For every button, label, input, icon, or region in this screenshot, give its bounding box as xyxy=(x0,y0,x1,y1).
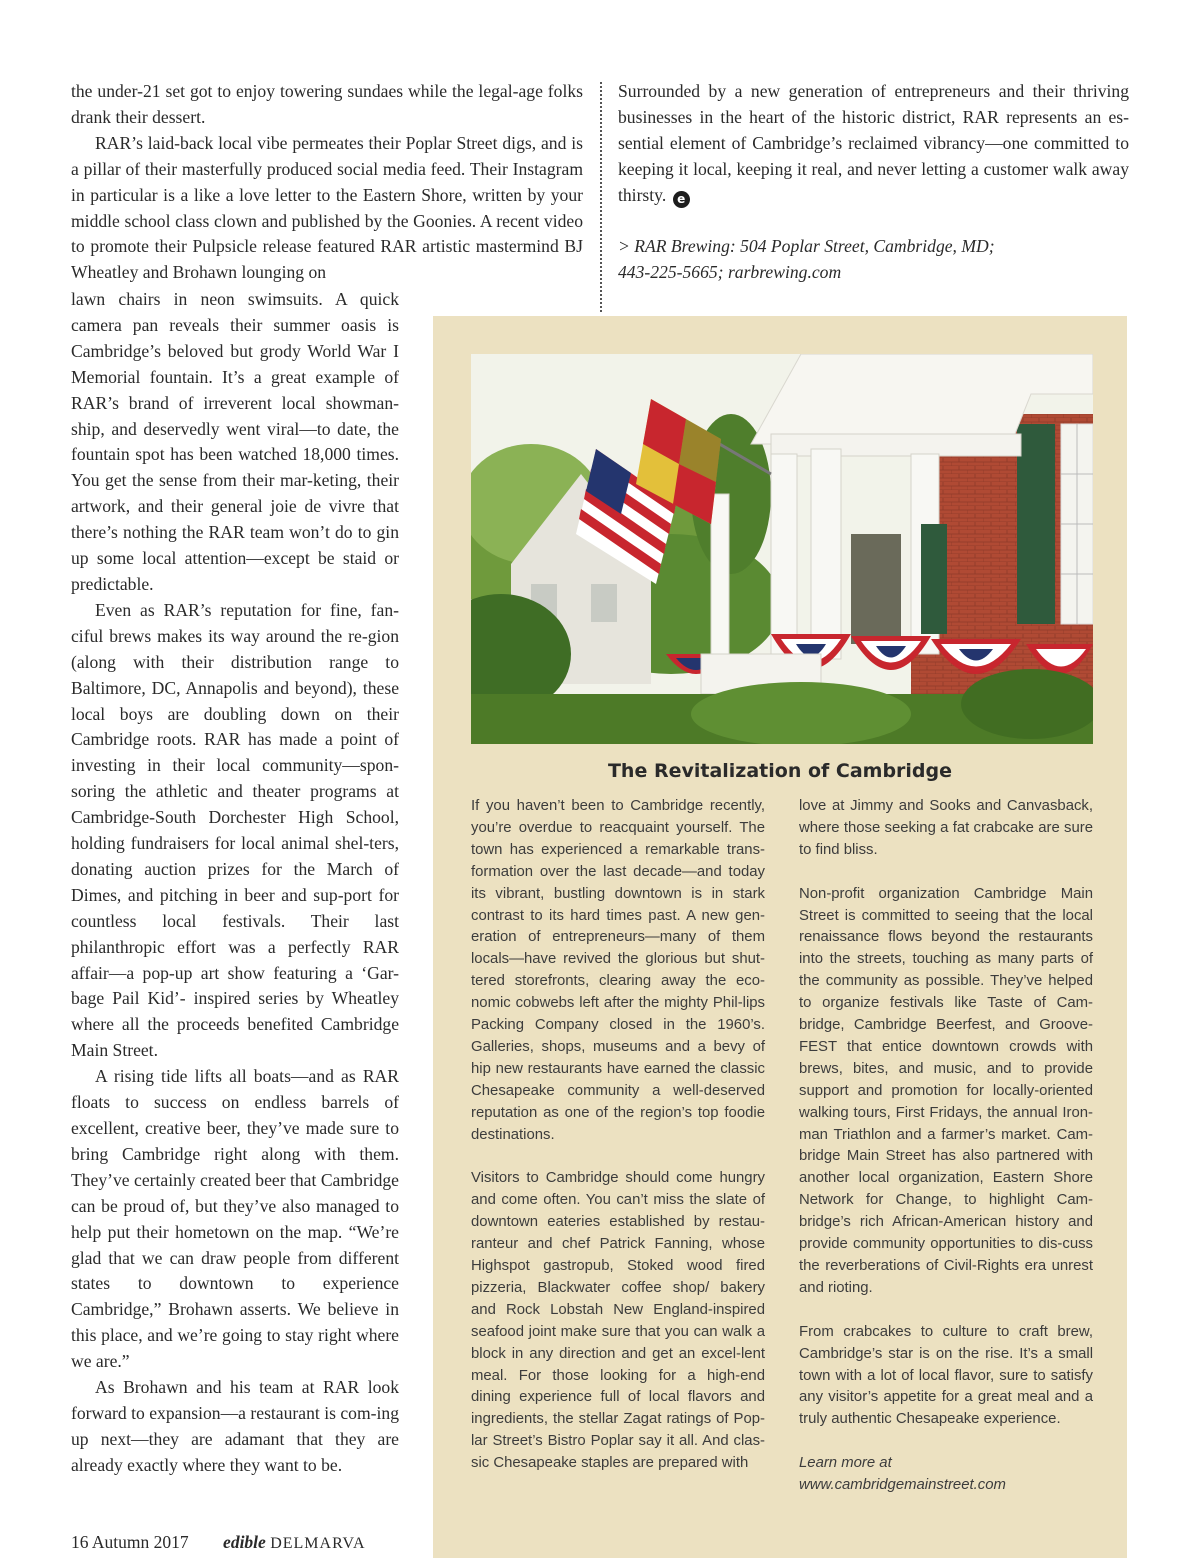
paragraph: As Brohawn and his team at RAR look forward to expansion—a restaurant is com-ing up next—they are adamant that they are already exactly where they want to be. xyxy=(71,1377,399,1475)
closing-text: Surrounded by a new generation of entrepreneurs and their thriving businesses in the heart of the historic district, RAR represents an es-sential element of Cambridge’s reclaimed vibrancy—one committed to keeping it local, keeping it real, and never letting a customer walk away thirsty. xyxy=(618,81,1129,205)
sidebar-paragraph: Visitors to Cambridge should come hungry and come often. You can’t miss the slate of downtown eateries established by restau-ranteur and chef Patrick Fanning, whose Highspot gastropub, Stoked wood fired pizzeria, Blackwater coffee shop/ bakery and Rock Lobstah New England-inspired seafood joint make sure that you can walk a block in any direction and get an excel-lent meal. For those looking for a high-end dining experience full of local flavors and ingredients, the stellar Zagat ratings of Pop-lar Street’s Bistro Poplar say it all. And clas-sic Chesapeake staples are prepared with xyxy=(471,1170,765,1472)
paragraph: Even as RAR’s reputation for fine, fan-ciful brews makes its way around the re-gion (along with their distribution range to Baltimore, DC, Annapolis and beyond), these local boys are doubling down on their Cambridge roots. RAR has made a point of investing in their local community—spon-soring the athletic and theater programs at Cambridge-South Dorchester High School, holding fundraisers for local animal shel-ters, donating auction prizes for the March of Dimes, and pitching in beer and sup-port for countless local festivals. Their last philanthropic effort was a perfectly RAR affair—a pop-up art show featuring a ‘Gar-bage Pail Kid’- inspired series by Wheatley where all the proceeds benefited Cambridge Main Street. xyxy=(71,599,399,1061)
end-mark-icon: e xyxy=(673,191,690,208)
contact-info xyxy=(618,234,1129,286)
closing-paragraph xyxy=(618,79,1129,209)
article-left-column-top xyxy=(71,79,583,286)
paragraph: lawn chairs in neon swimsuits. A quick camera pan reveals their summer oasis is Cambridge’s beloved but grody World War I Memorial fountain. It’s a great example of RAR’s brand of irreverent local showman-ship, and deservedly went viral—to date, the fountain spot has been watched 18,000 times. You get the sense from their mar-keting, their artwork, and their general joie de vivre that there’s nothing the RAR team won’t do to gin up some local attention—except be staid or predictable. xyxy=(71,289,399,594)
sidebar-column-left xyxy=(471,796,765,1497)
porch-door xyxy=(851,534,901,644)
issue-label: Autumn 2017 xyxy=(91,1532,189,1552)
sidebar-title: The Revitalization of Cambridge xyxy=(607,760,953,782)
porch-photo xyxy=(471,354,1093,744)
contact-line-1: > RAR Brewing: 504 Poplar Street, Cambridge, MD; xyxy=(618,236,995,257)
magazine-brand-edible: edible xyxy=(223,1532,266,1552)
sidebar-box xyxy=(433,316,1127,1558)
column-divider xyxy=(600,82,602,312)
shutter xyxy=(1017,424,1055,624)
contact-line-2: 443-225-5665; rarbrewing.com xyxy=(618,262,842,283)
sidebar-paragraph: love at Jimmy and Sooks and Canvasback, where those seeking a fat crabcake are sure to find bliss. xyxy=(799,798,1093,858)
article-right-column xyxy=(618,79,1129,286)
sidebar-paragraph: From crabcakes to culture to craft brew, Cambridge’s star is on the rise. It’s a small town with a lot of local flavor, sure to satisfy any visitor’s appetite for a great meal and a truly authentic Chesapeake experience. xyxy=(799,1323,1093,1428)
page-footer xyxy=(71,1532,366,1553)
sidebar-column-right xyxy=(799,796,1093,1519)
page-number: 16 xyxy=(71,1532,89,1552)
paragraph: RAR’s laid-back local vibe permeates their Poplar Street digs, and is a pillar of their masterfully produced social media feed. Their Instagram in particular is a like a love letter to the Eastern Shore, written by your middle school class clown and published by the Goonies. A recent video to promote their Pulpsicle release featured RAR artistic mastermind BJ Wheatley and Brohawn lounging on xyxy=(71,132,583,283)
magazine-brand-delmarva: DELMARVA xyxy=(270,1535,366,1552)
paragraph: the under-21 set got to enjoy towering sundaes while the legal-age folks drank their dessert. xyxy=(71,81,583,127)
sidebar-paragraph: If you haven’t been to Cambridge recently, you’re overdue to reacquaint yourself. The town has experienced a remarkable trans-formation over the last decade—and today its vibrant, bustling downtown is in stark contrast to its hard times past. A new gen-eration of entrepreneurs—many of them locals—have revived the glorious but shut-tered storefronts, clearing away the eco-nomic cobwebs left after the mighty Phil-lips Packing Company closed in the 1960’s. Galleries, shops, museums and a bevy of hip new restaurants have earned the classic Chesapeake community a well-deserved reputation as one of the region’s top foodie destinations. xyxy=(471,798,765,1143)
learn-more-link[interactable]: Learn more at www.cambridgemainstreet.com xyxy=(799,1455,1006,1494)
sidebar-paragraph: Non-profit organization Cambridge Main Street is committed to seeing that the local renaissance flows beyond the restaurants into the streets, touching as many parts of the community as possible. They’ve helped to organize festivals like Taste of Cam-bridge, Cambridge Beerfest, and Groove-FEST that entice downtown crowds with brews, bites, and music, and to provide support and promotion for locally-oriented walking tours, First Fridays, the annual Iron-man Triathlon and a farmer’s market. Cam-bridge Main Street has also partnered with another local organization, Eastern Shore Network for Change, to highlight Cam-bridge’s rich African-American history and provide community opportunities to dis-cuss the reverberations of Civil-Rights era unrest and rioting. xyxy=(799,885,1093,1296)
paragraph: A rising tide lifts all boats—and as RAR floats to success on endless barrels of excellent, creative beer, they’ve made sure to bring Cambridge right along with them. They’ve certainly created beer that Cambridge can be proud of, but they’ve also managed to help put their hometown on the map. “We’re glad that we can draw people from different states to downtown to experience Cambridge,” Brohawn asserts. We believe in this place, and we’re going to stay right where we are.” xyxy=(71,1066,399,1372)
article-left-column-narrow xyxy=(71,287,399,1479)
